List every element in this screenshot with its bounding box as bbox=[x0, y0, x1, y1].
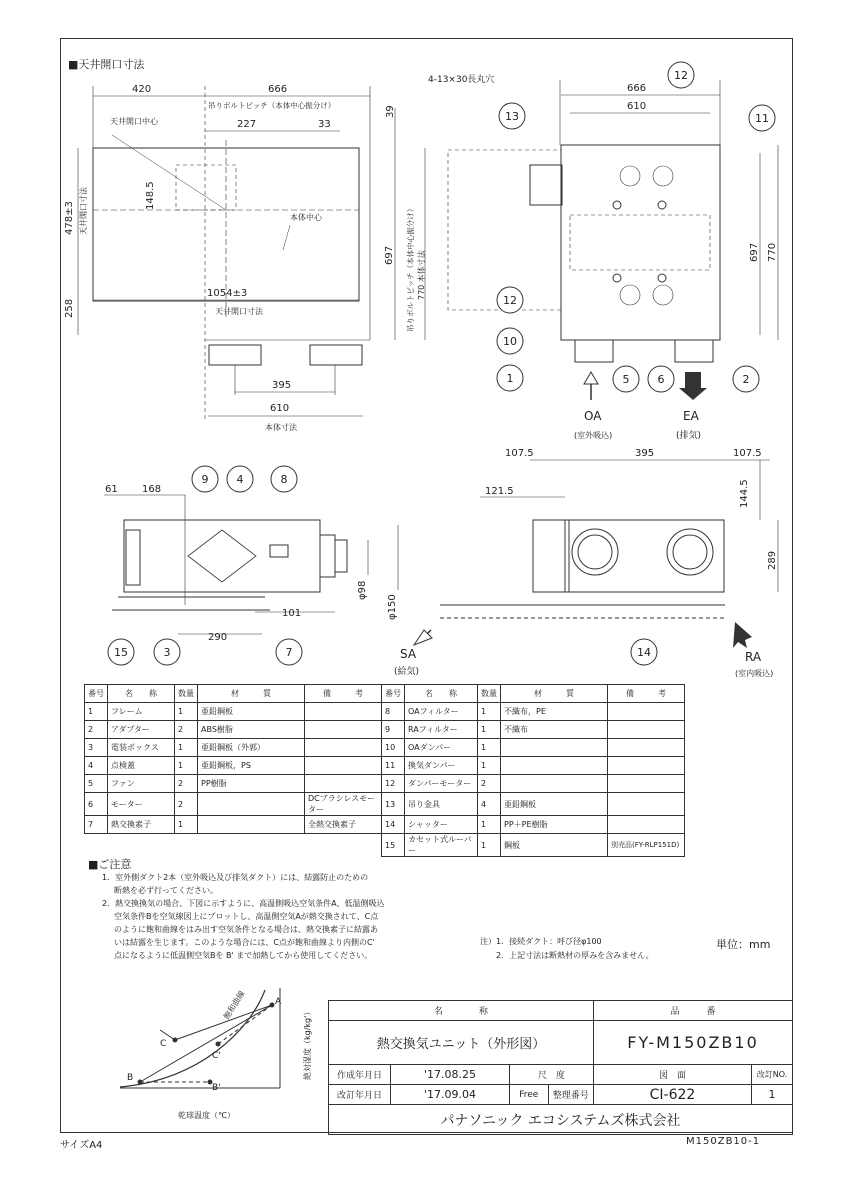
ra-sub: (室内吸込) bbox=[735, 669, 774, 678]
callout-3: 3 bbox=[163, 646, 171, 659]
table-row: 1 フレーム 1 亜鉛鋼板 8 OAフィルター 1 不織布，PE bbox=[85, 703, 685, 721]
ra-label: RA bbox=[745, 650, 762, 664]
notes: ■ご注意 1．室外側ダクト2本（室外吸込及び排気ダクト）には、結露防止のための 断熱を必ず行ってください。 2．熱交換換気の場合、下図に示すように、高温側吸込空気条件A、低温側吸込 空気条件Bを空気線図上にプロットし、高温側空気Aが熱交換されて、C点 のように飽和曲線をはみ出す空気条件となる場合は、熱交換素子に結露あ いは結露を生じます。このような場合には、C点が飽和曲線より内側のC' 点になるように低温側空気Bを B' まで加熱してから使用してください。 bbox=[88, 858, 385, 960]
dim-phi98: φ98 bbox=[357, 580, 368, 600]
psy-xaxis: 乾球温度（℃） bbox=[178, 1111, 235, 1120]
dim-666-r: 666 bbox=[627, 83, 647, 94]
psy-C: C bbox=[160, 1039, 167, 1049]
psy-Bp: B' bbox=[212, 1083, 221, 1093]
dim-290: 290 bbox=[208, 632, 228, 643]
callout-14: 14 bbox=[637, 646, 651, 659]
oa-sub: (室外吸込) bbox=[574, 431, 613, 440]
bolt-pitch-label: 吊りボルトピッチ（本体中心振分け） bbox=[208, 101, 336, 110]
oa-label: OA bbox=[584, 409, 602, 423]
psy-saturation: 飽和曲線 bbox=[222, 989, 247, 1022]
remark-1: 注）1．接続ダクト：呼び径φ100 bbox=[480, 937, 602, 946]
drawing-code: M150ZB10-1 bbox=[686, 1136, 761, 1147]
table-row: 6 モーター 2 DCブラシレスモーター 13 吊り金具 4 亜鉛鋼板 bbox=[85, 793, 685, 816]
callout-12: 12 bbox=[503, 294, 517, 307]
unit-front-view bbox=[565, 520, 724, 592]
dim-144: 144.5 bbox=[739, 479, 750, 508]
psy-A: A bbox=[275, 997, 282, 1007]
sa-label: SA bbox=[400, 647, 417, 661]
dim-39: 39 bbox=[385, 105, 396, 118]
unit-body-top bbox=[561, 145, 720, 340]
dim-101: 101 bbox=[282, 608, 302, 619]
remark-2: 2．上記寸法は断熱材の厚みを含みません。 bbox=[496, 951, 654, 960]
dim-395: 395 bbox=[272, 380, 292, 391]
drawing-title: 熱交換気ユニット（外形図） bbox=[329, 1021, 594, 1065]
dim-148: 148.5 bbox=[145, 181, 156, 210]
callout-10: 10 bbox=[503, 335, 517, 348]
dim-420: 420 bbox=[132, 84, 152, 95]
psy-Cp: C' bbox=[212, 1051, 221, 1061]
dim-770-r: 770 bbox=[767, 242, 778, 262]
psy-yaxis: 絶対湿度（kg/kg'） bbox=[303, 1007, 312, 1080]
company-name: パナソニック エコシステムズ株式会社 bbox=[329, 1105, 793, 1135]
dim-107a: 107.5 bbox=[505, 448, 534, 459]
dim-478: 478±3 bbox=[64, 201, 75, 235]
drawing-number: CI-622 bbox=[594, 1085, 752, 1105]
psychro-chart bbox=[120, 988, 280, 1088]
ceiling-open-v: 天井開口寸法 bbox=[79, 187, 88, 235]
dim-121: 121.5 bbox=[485, 486, 514, 497]
body-dim-label: 本体寸法 bbox=[265, 423, 297, 432]
callout-6: 6 bbox=[657, 373, 665, 386]
ceiling-center-label: 天井開口中心 bbox=[110, 117, 158, 126]
callout-13: 13 bbox=[505, 110, 519, 123]
dim-phi150: φ150 bbox=[387, 594, 398, 620]
dim-1054: 1054±3 bbox=[207, 288, 248, 299]
bolt-pitch-side: 吊りボルトピッチ（本体中心振分け） bbox=[406, 204, 415, 332]
dim-610-r: 610 bbox=[627, 101, 647, 112]
psy-B: B bbox=[127, 1073, 134, 1083]
table-row: 15 カセット式ルーバー 1 鋼板 別売品(FY-RLP151D) bbox=[85, 834, 685, 857]
dim-610: 610 bbox=[270, 403, 290, 414]
dim-61: 61 bbox=[105, 484, 118, 495]
slot-label: 4-13×30長丸穴 bbox=[428, 75, 495, 85]
callout-7: 7 bbox=[285, 646, 293, 659]
dim-258: 258 bbox=[64, 298, 75, 318]
table-row: 3 電装ボックス 1 亜鉛鋼板（外郭） 10 OAダンパー 1 bbox=[85, 739, 685, 757]
callout-1: 1 bbox=[506, 372, 514, 385]
dim-227: 227 bbox=[237, 119, 257, 130]
callout-15: 15 bbox=[114, 646, 128, 659]
callout-2: 2 bbox=[742, 373, 750, 386]
dim-697-r: 697 bbox=[749, 242, 760, 262]
product-number: FY-M150ZB10 bbox=[594, 1021, 793, 1065]
dim-33: 33 bbox=[318, 119, 331, 130]
table-row: 4 点検蓋 1 亜鉛鋼板，PS 11 換気ダンパー 1 bbox=[85, 757, 685, 775]
callout-11: 11 bbox=[755, 112, 769, 125]
section-title: ■天井開口寸法 bbox=[68, 58, 145, 71]
callout-4: 4 bbox=[236, 473, 244, 486]
dim-697: 697 bbox=[384, 245, 395, 265]
dim-168: 168 bbox=[142, 484, 162, 495]
table-row: 2 アダプター 2 ABS樹脂 9 RAフィルター 1 不織布 bbox=[85, 721, 685, 739]
table-row: 7 熱交換素子 1 全熱交換素子 14 シャッター 1 PP＋PE樹脂 bbox=[85, 816, 685, 834]
callout-12: 12 bbox=[674, 69, 688, 82]
ea-label: EA bbox=[683, 409, 699, 423]
unit-side-view bbox=[124, 520, 320, 592]
callout-8: 8 bbox=[280, 473, 288, 486]
dim-666: 666 bbox=[268, 84, 288, 95]
paper-size: サイズA4 bbox=[60, 1140, 103, 1151]
dim-289: 289 bbox=[767, 550, 778, 570]
table-row: 5 ファン 2 PP樹脂 12 ダンパーモーター 2 bbox=[85, 775, 685, 793]
sa-sub: (給気) bbox=[394, 667, 420, 677]
parts-table: 番号 名 称 数量 材 質 備 考 番号 名 称 数量 材 質 備 考 1 フレーム 1 亜鉛鋼板 8 OAフィルター 1 不織布，PE 2 アダプター 2 ABS樹脂 9 RAフィルター 1 不織布 3 電装ボックス 1 亜鉛鋼板（外郭） 10 OAダンパー 1 4 点検蓋 1 亜鉛鋼板，PS 11 換気ダンパー 1 5 ファン 2 PP樹脂 12 ダンパーモーター 2 6 モーター 2 DCブラシレスモーター 13 吊り金具 4 亜鉛鋼板 7 熱交換素子 1 全熱交換素子 14 シャッター 1 PP＋PE樹脂 15 カセット式ルーバー 1 鋼板 別売品(FY-RLP151D) bbox=[84, 684, 685, 857]
callout-5: 5 bbox=[622, 373, 630, 386]
title-block: 名 称 品 番 熱交換気ユニット（外形図） FY-M150ZB10 作成年月日 '17.08.25 尺 度 図 面 改訂NO. 改訂年月日 '17.09.04 Free 整理番号 CI-622 1 パナソニック エコシステムズ株式会社 bbox=[328, 1000, 793, 1135]
body-center-label: 本体中心 bbox=[290, 213, 322, 222]
dim-395-f: 395 bbox=[635, 448, 655, 459]
ea-sub: (排気) bbox=[676, 431, 702, 441]
callout-9: 9 bbox=[201, 473, 209, 486]
dim-770-body: 770 本体寸法 bbox=[417, 250, 426, 300]
dim-107b: 107.5 bbox=[733, 448, 762, 459]
ceiling-open-h: 天井開口寸法 bbox=[215, 307, 263, 316]
unit-label: 単位：mm bbox=[716, 938, 771, 951]
